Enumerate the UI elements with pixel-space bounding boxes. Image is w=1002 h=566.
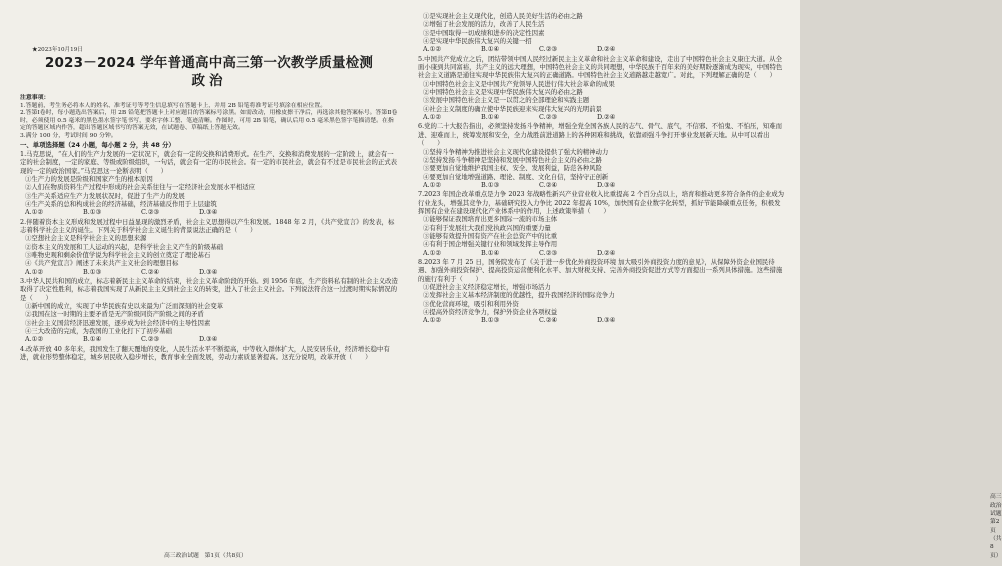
right-question-list <box>418 12 786 325</box>
question-option: ①能够保证我国培育出更多国际一流的市场主体 <box>423 215 558 224</box>
answer-choices <box>418 45 786 53</box>
question-option: ①中国特色社会主义是中国共产党领导人民进行伟大社会革命的成果 <box>423 79 615 88</box>
question-option: ③能够有效提升国有资产在社会总资产中的比重 <box>423 231 558 240</box>
question-option: ④有利于国企增强关键行业和领域发挥主导作用 <box>423 240 558 249</box>
answer-choice: A.①② <box>423 248 442 257</box>
answer-choices <box>418 113 786 121</box>
question-option: ②坚持发扬斗争精神是坚持和发展中国特色社会主义的必由之路 <box>423 155 602 164</box>
answer-choice: D.③④ <box>199 208 218 217</box>
left-column <box>14 0 404 566</box>
question-option: ③是中国取得一切成绩和进步的决定性因素 <box>423 28 545 37</box>
answer-choices <box>418 181 786 189</box>
left-question-list <box>20 150 398 362</box>
answer-choice: C.②④ <box>539 180 558 189</box>
exam-subject: 政治 <box>191 73 227 89</box>
question-stem: 5.中国共产党成立之后，团结带领中国人民经过新民主主义革命和社会主义革命和建设，走出了中国特色社会主义康庄大道。从全面小康到共同富裕，共产主义的远大理想，中国特色社会主义的共同理想，中华民族千百年来的美好期盼逐渐成为现实，中国特色社会主义道路是通往实现中华民族伟大复兴的正确道路。中国特色社会主义道路越走越宽广。对此，下列理解正确的是（ ） <box>418 54 783 80</box>
answer-choice: B.①③ <box>481 316 500 325</box>
section-heading: 一、单项选择题（24 小题，每小题 2 分，共 48 分） <box>20 140 175 149</box>
answer-choice: B.①④ <box>481 45 500 54</box>
answer-choices <box>20 208 398 216</box>
question-option: ②中国特色社会主义是实现中华民族伟大复兴的必由之路 <box>423 88 583 97</box>
question-option: ②增强了社会发展的活力，改善了人民生活 <box>423 20 545 29</box>
answer-choice: C.②③ <box>539 248 558 257</box>
right-column <box>414 0 1002 566</box>
answer-choice: B.①④ <box>83 335 102 344</box>
question-option: ④生产关系的总和构成社会的经济基础，经济基础反作用于上层建筑 <box>25 199 217 208</box>
question-option: ④是实现中华民族伟大复兴的关键一招 <box>423 37 532 46</box>
answer-choice: D.③④ <box>199 335 218 344</box>
question-option: ③发展中国特色社会主义是一以贯之的全部理论和实践主题 <box>423 96 590 105</box>
question-option: ④社会主义制度的确立使中华民族迎来实现伟大复兴的光明前景 <box>423 104 602 113</box>
exam-notes <box>20 95 398 141</box>
answer-choice: D.③④ <box>597 180 616 189</box>
question-item <box>20 345 398 362</box>
answer-choice: C.②③ <box>141 208 160 217</box>
question-option: ①生产力的发展是阶级和国家产生的根本原因 <box>25 174 153 183</box>
question-stem: 7.2023 年国企改革重点是力争 2023 年战略性新兴产业营业收入比重提高 2 个百分点以上，培育和推动更多符合条件的企业成为行业龙头，增强其竞争力，基础研究投入力争比 2022 年提高 10%，加快国有企业数字化转型，抓好节能降碳重点任务，积极发挥国有企业在建设现代化产业体系中的作用，上述政策举措（ ） <box>418 190 784 215</box>
answer-choice: B.①③ <box>83 208 102 217</box>
question-stem: 6.党的二十大报告指出，必须坚持发扬斗争精神，增强全党全国各族人民的志气、骨气、底气，不信邪、不怕鬼、不怕压，知难而进、迎难而上，统筹发展和安全，全力战胜前进道路上的各种困难和挑战，依靠顽强斗争打开事业发展新天地。从中可以看出（ ） <box>418 122 782 148</box>
question-option: ③社会主义国营经济迅速发展，逐步成为社会经济中的主导性因素 <box>25 318 211 327</box>
question-stem: 2.伴随着资本主义形成和发展过程中日益显现的激烈矛盾，社会主义思想得以产生和发展。1848 年 2 月，《共产党宣言》的发表，标志着科学社会主义的诞生。下列关于科学社会主义诞生的背景说法正确的是（ ） <box>20 217 395 234</box>
answer-choice: B.①④ <box>481 248 500 257</box>
notes-item: 2.答第Ⅰ卷时，每小题选出答案后，用 2B 铅笔把答题卡上对应题目的答案标号涂黑。如需改动，用橡皮擦干净后，再选涂其他答案标号。答第Ⅱ卷时，必须使用 0.5 毫米的黑色墨水签字笔书写，要求字体工整、笔迹清晰。作图时，可用 2B 铅笔，确认后用 0.5 毫米黑色签字笔描清楚。在指定的答题区域内作答，超出答题区域书写的答案无效，在试题卷、草稿纸上答题无效。 <box>20 110 398 132</box>
question-option: ③要更加自觉地维护我国主权、安全、发展利益，防范各种风险 <box>423 164 602 173</box>
answer-choice: D.②④ <box>597 113 616 122</box>
answer-choice: B.①③ <box>83 267 102 276</box>
answer-choice: A.①② <box>423 316 442 325</box>
question-option: ③优化营商环境，吸引和利用外资 <box>423 299 519 308</box>
question-stem: 1.马克思说，“在人们的生产力发展的一定状况下，就会有一定的交换和消费形式。在生产、交换和消费发展的一定阶段上，就会有一定的社会制度，一定的家庭、等级或阶级组织，一句话，就会有一定的市民社会。有一定的市民社会，就会有不过是市民社会的正式表现的一定的政治国家。”马克思这一论断表明（ ） <box>20 149 398 175</box>
question-item <box>418 55 786 122</box>
question-item <box>418 258 786 325</box>
answer-choice: A.①② <box>25 335 44 344</box>
question-item <box>20 150 398 217</box>
answer-choice: A.①② <box>25 267 44 276</box>
answer-choices <box>20 268 398 276</box>
page-footer-right: 高三政治试题 第2页（共8页） <box>990 494 1002 559</box>
exam-date: ★2023年10月19日 <box>32 47 83 53</box>
question-item <box>20 218 398 276</box>
question-option: ④《共产党宣言》阐述了未来共产主义社会的理想目标 <box>25 259 179 268</box>
question-option: ②我国在这一时期的主要矛盾是无产阶级同资产阶级之间的矛盾 <box>25 310 204 319</box>
question-item <box>20 277 398 344</box>
answer-choice: D.③④ <box>199 267 218 276</box>
question-option: ②有利于发展壮大我们党执政兴国的重要力量 <box>423 223 551 232</box>
question-option: ①坚持斗争精神为推进社会主义现代化建设提供了强大的精神动力 <box>423 147 609 156</box>
question-stem: 8.2023 年 7 月 25 日，国务院发布了《关于进一步优化外商投资环境 加大吸引外商投资力度的意见》，从保障外资企业国民待遇、加强外商投资保护、提高投资运营便利化水平、加大财税支持、完善外商投资促进方式等方面提出一系列具体措施。这些措施的施行有利于（ ） <box>418 257 783 283</box>
notes-item: 1.答题前，考生务必将本人的姓名、准考证号等考生信息填写在答题卡上，并用 2B 铅笔将准考证号填涂在相应位置。 <box>20 102 327 109</box>
answer-choices <box>20 335 398 343</box>
answer-choice: D.②④ <box>597 45 616 54</box>
answer-choice: A.①② <box>25 208 44 217</box>
answer-choice: C.②④ <box>141 267 160 276</box>
answer-choice: A.①② <box>423 180 442 189</box>
answer-choice: C.②③ <box>141 335 160 344</box>
question-stem: 4.改革开放 40 多年来，我国发生了翻天覆地的变化，人民生活水平不断提高，中等收入群体扩大，人民安居乐业，经济增长稳中有进，就业形势整体稳定，城乡居民收入稳步增长，教育事业全面发展，劳动力素质显著提高。这充分说明，改革开放（ ） <box>20 344 390 362</box>
answer-choices <box>418 316 786 324</box>
answer-choices <box>418 249 786 257</box>
answer-choice: C.②③ <box>539 45 558 54</box>
answer-choice: D.②④ <box>597 248 616 257</box>
question-option: ②人们在物质资料生产过程中形成的社会关系往往与一定经济社会发展水平相适应 <box>25 183 256 192</box>
question-option: ④三大改造的完成，为我国的工业化打下了初步基础 <box>25 327 172 336</box>
question-option: ①新中国的成立，实现了中华民族有史以来最为广泛而深刻的社会变革 <box>25 302 224 311</box>
exam-title: 2023－2024 学年普通高中高三第一次教学质量检测 <box>44 55 374 71</box>
question-option: ②发挥社会主义基本经济制度的优越性，提升我国经济的国际竞争力 <box>423 291 615 300</box>
question-stem: 3.中华人民共和国的成立，标志着新民主主义革命的结束，社会主义革命阶段的开始。到 1956 年底，生产资料私有制的社会主义改造取得了决定性胜利，标志着我国实现了从新民主主义到社会主义的转变，进入了社会主义社会。下列说法符合这一过渡时期实际情况的是（ ） <box>20 277 398 302</box>
answer-choice: C.②③ <box>539 113 558 122</box>
question-option: ①促进社会主义经济稳定增长，增强市场活力 <box>423 283 551 291</box>
page-footer-left: 高三政治试题 第1页（共8页） <box>164 552 247 559</box>
notes-heading: 注意事项： <box>20 95 50 101</box>
answer-choice: B.①③ <box>481 180 500 189</box>
question-item <box>418 12 786 54</box>
question-option: ④提高外资经济竞争力，保护外资企业各项权益 <box>423 308 558 317</box>
question-item <box>418 122 786 189</box>
question-option: ①是实现社会主义现代化，创造人民美好生活的必由之路 <box>423 12 583 20</box>
question-item <box>418 190 786 257</box>
question-option: ③唯物史观和剩余价值学说为科学社会主义的创立奠定了理论基石 <box>25 251 211 260</box>
notes-item: 3.满分 100 分，考试时间 90 分钟。 <box>20 132 117 139</box>
answer-choice: A.①② <box>423 45 442 54</box>
answer-choice: A.①② <box>423 113 442 122</box>
question-option: ④要更加自觉地增强道路、理论、制度、文化自信，坚持守正创新 <box>423 172 609 181</box>
question-option: ①空想社会主义是科学社会主义的思想来源 <box>25 234 147 243</box>
question-option: ②资本主义的发展和工人运动的兴起，是科学社会主义产生的阶级基础 <box>25 242 224 251</box>
answer-choice: B.①④ <box>481 113 500 122</box>
answer-choice: C.②④ <box>539 316 558 325</box>
question-option: ③生产关系适应生产力发展状况时，促进了生产力的发展 <box>25 191 185 200</box>
answer-choice: D.③④ <box>597 316 616 325</box>
